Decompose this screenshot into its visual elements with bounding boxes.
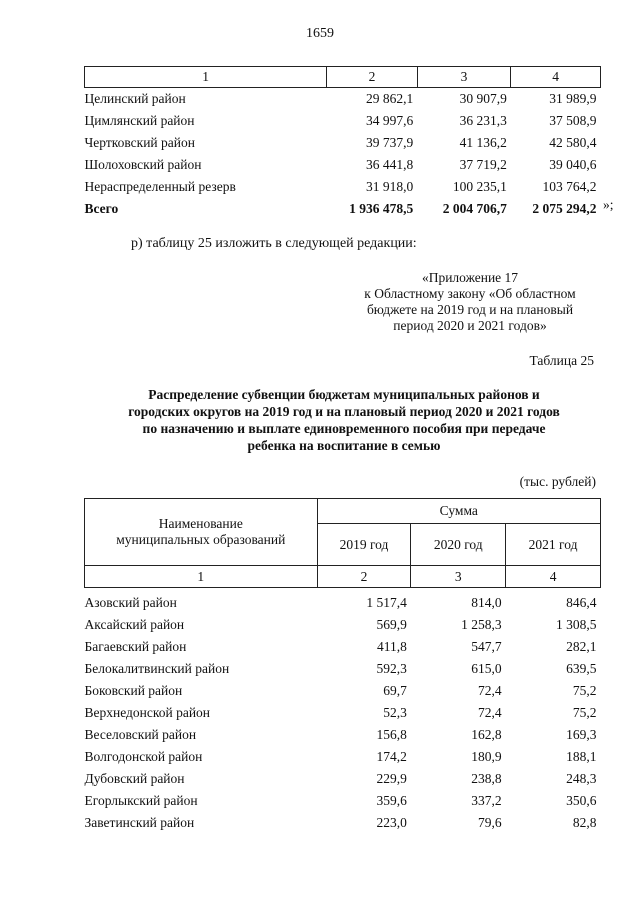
district-name: Багаевский район (84, 638, 187, 654)
header-line: Наименование (158, 516, 243, 531)
value-2019: 359,6 (376, 792, 407, 808)
value-2021: 169,3 (566, 726, 597, 742)
district-name: Чертковский район (84, 135, 195, 150)
total-2020: 2 004 706,7 (442, 201, 507, 216)
title-line: Распределение субвенции бюджетам муниципальных районов и (148, 387, 540, 402)
value-2019: 411,8 (377, 638, 407, 654)
col-municipality-header (85, 499, 318, 566)
value-2019: 52,3 (383, 704, 407, 720)
value-2019: 31 918,0 (366, 179, 414, 194)
table-row (85, 724, 601, 746)
title-line: городских округов на 2019 год и на плановый период 2020 и 2021 годов (128, 404, 560, 419)
value-2019: 174,2 (376, 748, 407, 764)
value-2019: 39 737,9 (366, 135, 414, 150)
col-year-2020: 2020 год (411, 524, 506, 566)
value-2019: 569,9 (376, 616, 407, 632)
appendix-line: к Областному закону «Об областном (364, 286, 576, 301)
value-2020: 79,6 (478, 814, 502, 830)
value-2021: 75,2 (572, 704, 597, 720)
table-row (85, 702, 601, 724)
value-2021: 282,1 (566, 638, 597, 654)
appendix-line: «Приложение 17 (421, 270, 519, 285)
value-2021: 37 508,9 (549, 113, 597, 128)
value-2021: 846,4 (566, 594, 597, 610)
table-row (85, 812, 601, 834)
value-2019: 229,9 (376, 770, 407, 786)
appendix-line: бюджете на 2019 год и на плановый (366, 302, 574, 317)
district-name: Верхнедонской район (84, 704, 211, 720)
value-2020: 814,0 (471, 594, 502, 610)
table-header-row (85, 499, 601, 524)
value-2019: 36 441,8 (366, 157, 414, 172)
value-2019: 34 997,6 (366, 113, 414, 128)
value-2021: 188,1 (566, 748, 597, 764)
value-2019: 29 862,1 (366, 91, 414, 106)
table-row (85, 132, 601, 154)
subvention-table (84, 498, 601, 834)
appendix-line: период 2020 и 2021 годов» (393, 318, 547, 333)
page-number: 1659 (306, 26, 334, 41)
table-row (85, 614, 601, 636)
district-name: Веселовский район (84, 726, 197, 742)
value-2020: 162,8 (471, 726, 502, 742)
value-2021: 31 989,9 (549, 91, 597, 106)
value-2021: 1 308,5 (556, 616, 597, 632)
total-label: Всего (84, 201, 119, 216)
col-number-1: 1 (85, 67, 327, 88)
value-2020: 72,4 (478, 682, 502, 698)
district-name: Азовский район (84, 594, 177, 610)
table-title (84, 386, 604, 454)
value-2019: 69,7 (383, 682, 407, 698)
value-2020: 238,8 (471, 770, 502, 786)
col-number-2: 2 (317, 566, 411, 588)
value-2021: 82,8 (572, 814, 597, 830)
district-name: Целинский район (84, 91, 186, 106)
value-2020: 337,2 (471, 792, 502, 808)
col-sum-header: Сумма (317, 499, 600, 524)
value-2020: 180,9 (471, 748, 502, 764)
title-line: ребенка на воспитание в семью (247, 438, 441, 453)
units-label: (тыс. рублей) (519, 474, 596, 489)
col-number-1: 1 (85, 566, 318, 588)
district-name: Волгодонской район (84, 748, 203, 764)
value-2021: 639,5 (566, 660, 597, 676)
table-row (85, 592, 601, 614)
district-name: Нераспределенный резерв (84, 179, 236, 194)
district-name: Боковский район (84, 682, 183, 698)
table-previous-continuation (84, 66, 601, 220)
district-name: Дубовский район (84, 770, 185, 786)
value-2020: 1 258,3 (461, 616, 502, 632)
district-name: Аксайский район (84, 616, 185, 632)
district-name: Цимлянский район (84, 113, 195, 128)
table-row (85, 176, 601, 198)
col-year-2021: 2021 год (506, 524, 601, 566)
title-line: по назначению и выплате единовременного пособия при передаче (142, 421, 546, 436)
total-2021: 2 075 294,2 (532, 201, 597, 216)
value-2020: 41 136,2 (459, 135, 507, 150)
total-2019: 1 936 478,5 (349, 201, 414, 216)
header-line: муниципальных образований (116, 532, 286, 547)
table-row (85, 154, 601, 176)
district-name: Белокалитвинский район (84, 660, 230, 676)
value-2020: 72,4 (478, 704, 502, 720)
table-row (85, 658, 601, 680)
col-number-2: 2 (327, 67, 418, 88)
table-row (85, 110, 601, 132)
table-row (85, 88, 601, 111)
col-number-3: 3 (411, 566, 506, 588)
value-2020: 36 231,3 (459, 113, 507, 128)
value-2019: 1 517,4 (366, 594, 407, 610)
table-label: Таблица 25 (529, 353, 594, 368)
value-2021: 75,2 (572, 682, 597, 698)
value-2020: 547,7 (471, 638, 502, 654)
table-row (85, 790, 601, 812)
table-row (85, 680, 601, 702)
table-row (85, 746, 601, 768)
value-2019: 223,0 (376, 814, 407, 830)
appendix-reference (340, 270, 600, 334)
value-2021: 39 040,6 (549, 157, 597, 172)
value-2020: 30 907,9 (459, 91, 507, 106)
district-name: Шолоховский район (84, 157, 202, 172)
district-name: Заветинский район (84, 814, 195, 830)
value-2021: 350,6 (566, 792, 597, 808)
col-year-2019: 2019 год (317, 524, 411, 566)
table-number-row (85, 566, 601, 588)
col-number-3: 3 (417, 67, 511, 88)
table-total-row (85, 198, 601, 220)
col-number-4: 4 (511, 67, 601, 88)
value-2019: 592,3 (376, 660, 407, 676)
table-header-row (85, 67, 601, 88)
value-2021: 248,3 (566, 770, 597, 786)
district-name: Егорлыкский район (84, 792, 198, 808)
table-row (85, 768, 601, 790)
quote-close-mark: »; (603, 197, 614, 212)
table-row (85, 636, 601, 658)
value-2021: 42 580,4 (549, 135, 597, 150)
value-2021: 103 764,2 (542, 179, 597, 194)
value-2019: 156,8 (376, 726, 407, 742)
value-2020: 615,0 (471, 660, 502, 676)
value-2020: 100 235,1 (452, 179, 507, 194)
col-number-4: 4 (506, 566, 601, 588)
value-2020: 37 719,2 (459, 157, 507, 172)
amendment-note: р) таблицу 25 изложить в следующей редакции: (131, 236, 417, 251)
